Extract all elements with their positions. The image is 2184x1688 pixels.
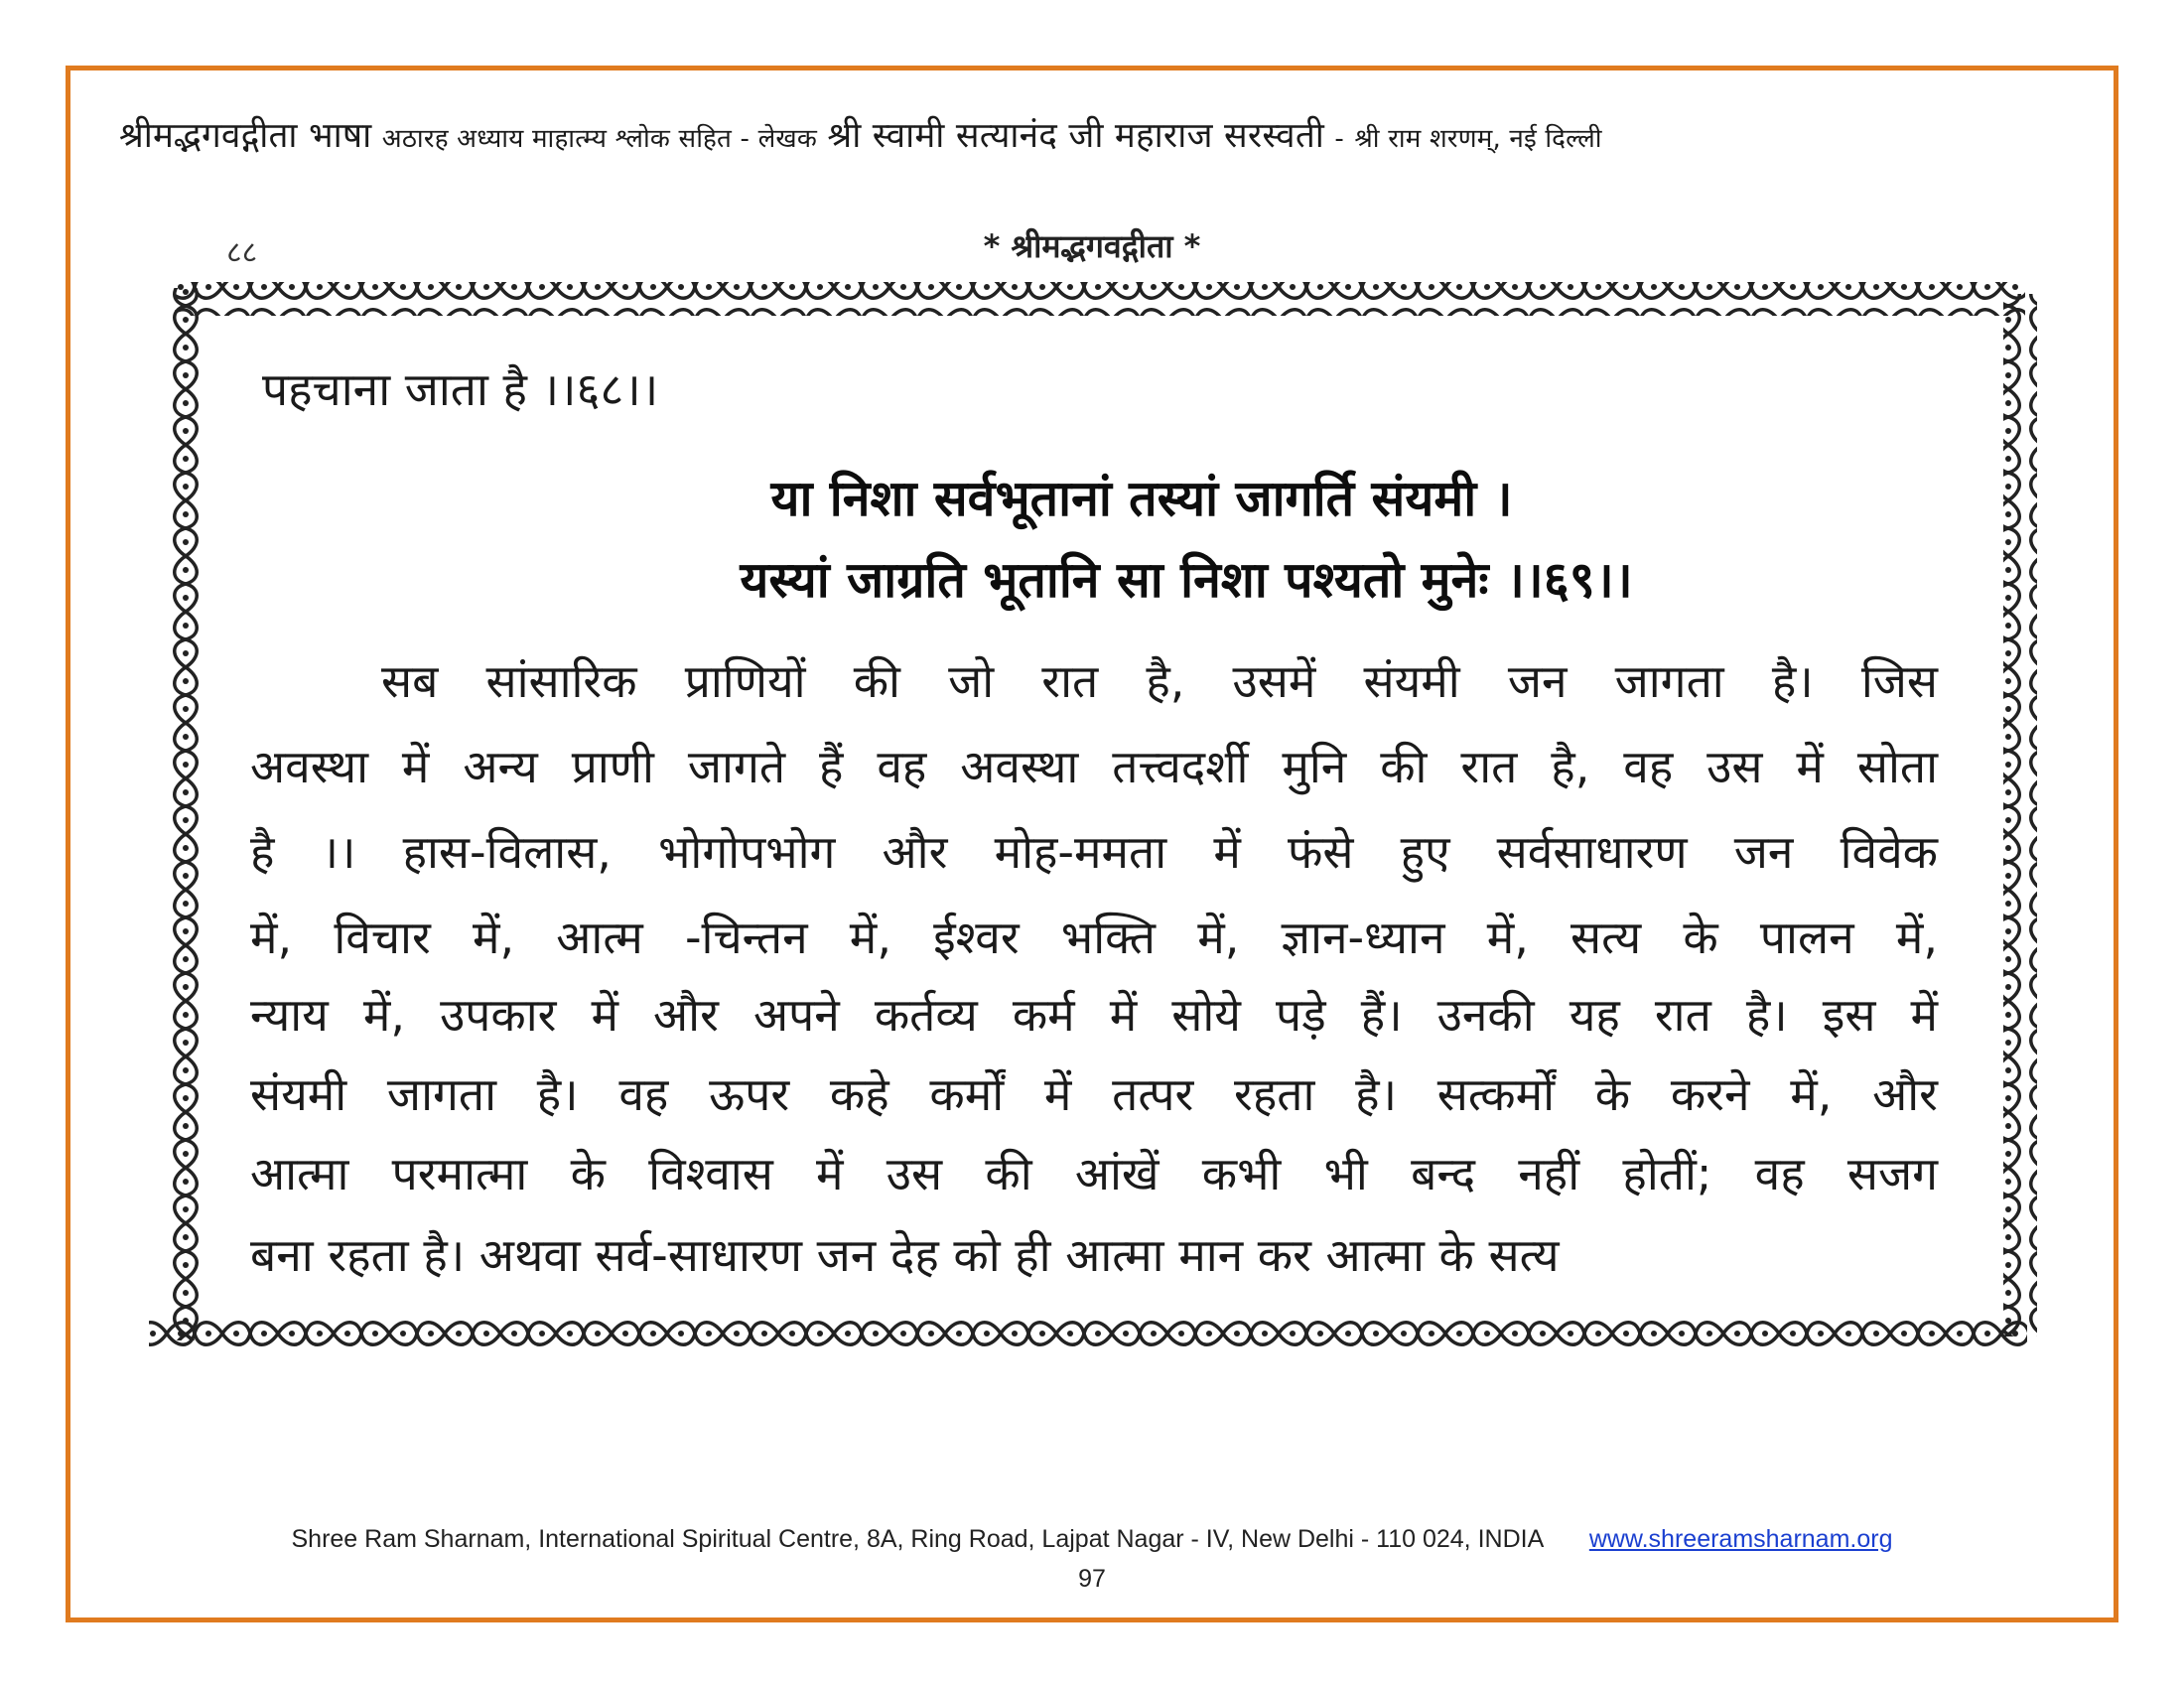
frame-left-border <box>165 288 199 1340</box>
paragraph-line: संयमी जागता है। वह ऊपर कहे कर्मों में तत्पर रहता है। सत्कर्मों के करने में, और <box>250 1067 1938 1121</box>
frame-top-border <box>175 282 2025 316</box>
paragraph-line: न्याय में, उपकार में और अपने कर्तव्य कर्म में सोये पड़े हैं। उनकी यह रात है। इस में <box>250 988 1938 1042</box>
website-link[interactable]: www.shreeramsharnam.org <box>1588 1525 1893 1553</box>
page-number: 97 <box>1078 1565 1106 1593</box>
footer <box>0 1525 2184 1554</box>
paragraph-line: में, विचार में, आत्म -चिन्तन में, ईश्वर भक्ति में, ज्ञान-ध्यान में, सत्य के पालन में, <box>250 911 1938 964</box>
paragraph-line: है ।। हास-विलास, भोगोपभोग और मोह-ममता में फंसे हुए सर्वसाधारण जन विवेक <box>250 825 1938 879</box>
paragraph-line: बना रहता है। अथवा सर्व-साधारण जन देह को ही आत्मा मान कर आत्मा के सत्य <box>250 1228 1560 1282</box>
header-title: श्रीमद्भगवद्गीता भाषा <box>119 116 372 156</box>
paragraph-line: आत्मा परमात्मा के विश्वास में उस की आंखें कभी भी बन्द नहीं होतीं; वह सजग <box>250 1147 1938 1200</box>
frame-bottom-border <box>149 1321 2027 1354</box>
verse-line-2: यस्यां जाग्रति भूतानि सा निशा पश्यतो मुनेः ।।६९।। <box>740 551 1633 609</box>
header-subtitle: अठारह अध्याय माहात्म्य श्लोक सहित - लेखक <box>381 124 818 154</box>
verse-line-1: या निशा सर्वभूतानां तस्यां जागर्ति संयमी । <box>770 470 1513 527</box>
header-separator: - <box>1334 124 1345 154</box>
header-publisher: श्री राम शरणम्, नई दिल्ली <box>1354 124 1602 154</box>
paragraph-line: अवस्था में अन्य प्राणी जागते हैं वह अवस्था तत्त्वदर्शी मुनि की रात है, वह उस में सोता <box>250 740 1938 793</box>
paragraph-line: सब सांसारिक प्राणियों की जो रात है, उसमें संयमी जन जागता है। जिस <box>381 654 1938 708</box>
running-title: * श्रीमद्भगवद्गीता * <box>983 227 1201 265</box>
scan-page-number: ८८ <box>226 235 258 270</box>
frame-right-border <box>2003 294 2037 1336</box>
previous-verse-end: पहचाना जाता है ।।६८।। <box>262 362 659 416</box>
header-author: श्री स्वामी सत्यानंद जी महाराज सरस्वती <box>827 116 1325 156</box>
footer-address: Shree Ram Sharnam, International Spiritual Centre, 8A, Ring Road, Lajpat Nagar - IV, New Delhi - 110 024, INDIA <box>291 1525 1543 1553</box>
